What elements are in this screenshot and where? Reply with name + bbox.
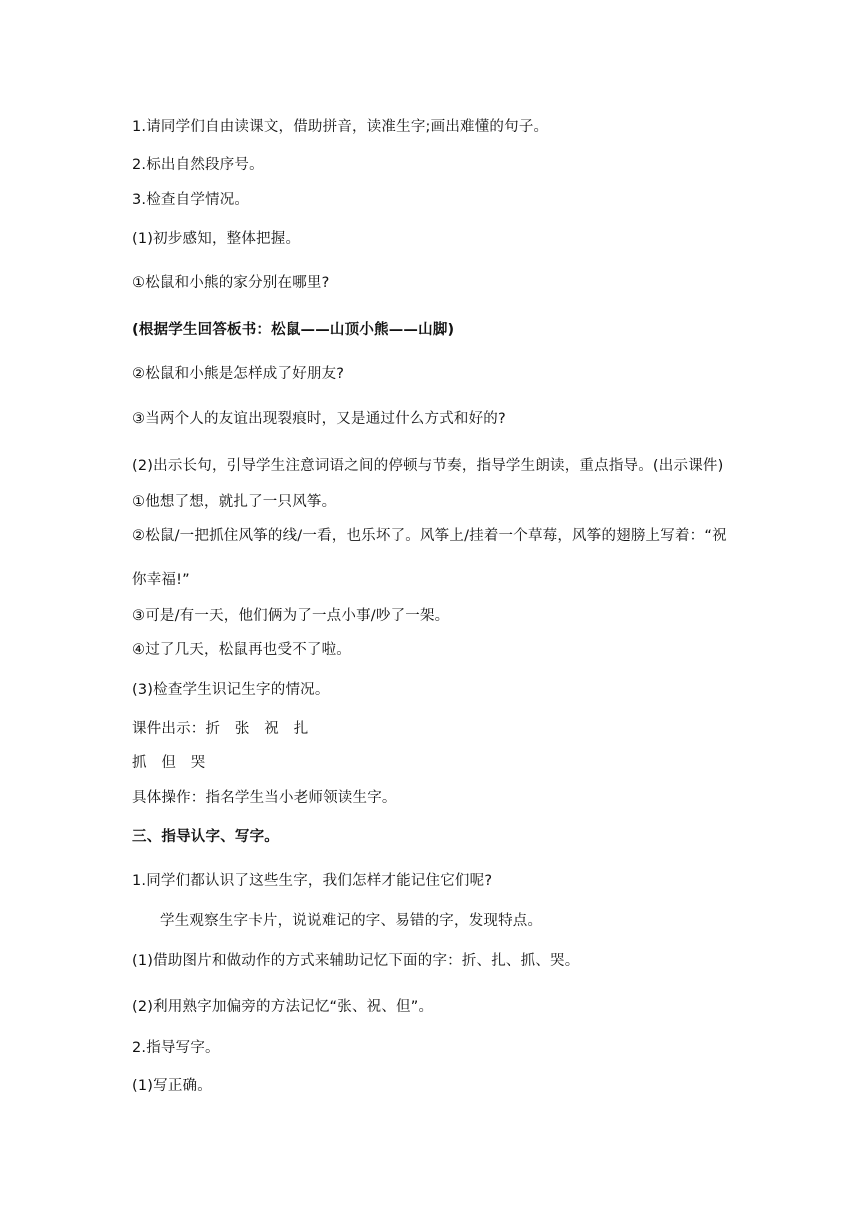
text-line: ③可是/有一天，他们俩为了一点小事/吵了一架。 bbox=[132, 608, 450, 624]
text-line: 2.标出自然段序号。 bbox=[132, 157, 264, 173]
text-line: (1)借助图片和做动作的方式来辅助记忆下面的字：折、扎、抓、哭。 bbox=[132, 953, 580, 969]
text-line: 1.同学们都认识了这些生字，我们怎样才能记住它们呢? bbox=[132, 873, 493, 889]
text-line: ①松鼠和小熊的家分别在哪里? bbox=[132, 275, 330, 291]
text-line: 抓 但 哭 bbox=[132, 755, 206, 771]
text-line: 课件出示：折 张 祝 扎 bbox=[132, 721, 309, 737]
text-line: (2)利用熟字加偏旁的方法记忆“张、祝、但”。 bbox=[132, 999, 434, 1015]
text-line: 你幸福!” bbox=[132, 572, 190, 588]
text-line: 具体操作：指名学生当小老师领读生字。 bbox=[132, 790, 397, 806]
text-line: 2.指导写字。 bbox=[132, 1040, 220, 1056]
text-line: (1)初步感知，整体把握。 bbox=[132, 231, 301, 247]
text-line: 学生观察生字卡片，说说难记的字、易错的字，发现特点。 bbox=[160, 913, 543, 929]
text-line: ②松鼠/一把抓住风筝的线/一看，也乐坏了。风筝上/挂着一个草莓，风筝的翅膀上写着：“祝 bbox=[132, 528, 727, 544]
text-line: 3.检查自学情况。 bbox=[132, 192, 250, 208]
text-line: 1.请同学们自由读课文，借助拼音，读准生字;画出难懂的句子。 bbox=[132, 119, 549, 135]
board-note: (根据学生回答板书：松鼠——山顶小熊——山脚) bbox=[132, 322, 455, 338]
text-line: ②松鼠和小熊是怎样成了好朋友? bbox=[132, 366, 345, 382]
text-line: ④过了几天，松鼠再也受不了啦。 bbox=[132, 642, 351, 658]
text-line: (1)写正确。 bbox=[132, 1078, 212, 1094]
text-line: ①他想了想，就扎了一只风筝。 bbox=[132, 494, 337, 510]
text-line: (3)检查学生识记生字的情况。 bbox=[132, 682, 330, 698]
text-line: (2)出示长句，引导学生注意词语之间的停顿与节奏，指导学生朗读，重点指导。(出示课件) bbox=[132, 458, 724, 474]
text-line: ③当两个人的友谊出现裂痕时，又是通过什么方式和好的? bbox=[132, 411, 506, 427]
section-heading: 三、指导认字、写字。 bbox=[132, 829, 279, 845]
